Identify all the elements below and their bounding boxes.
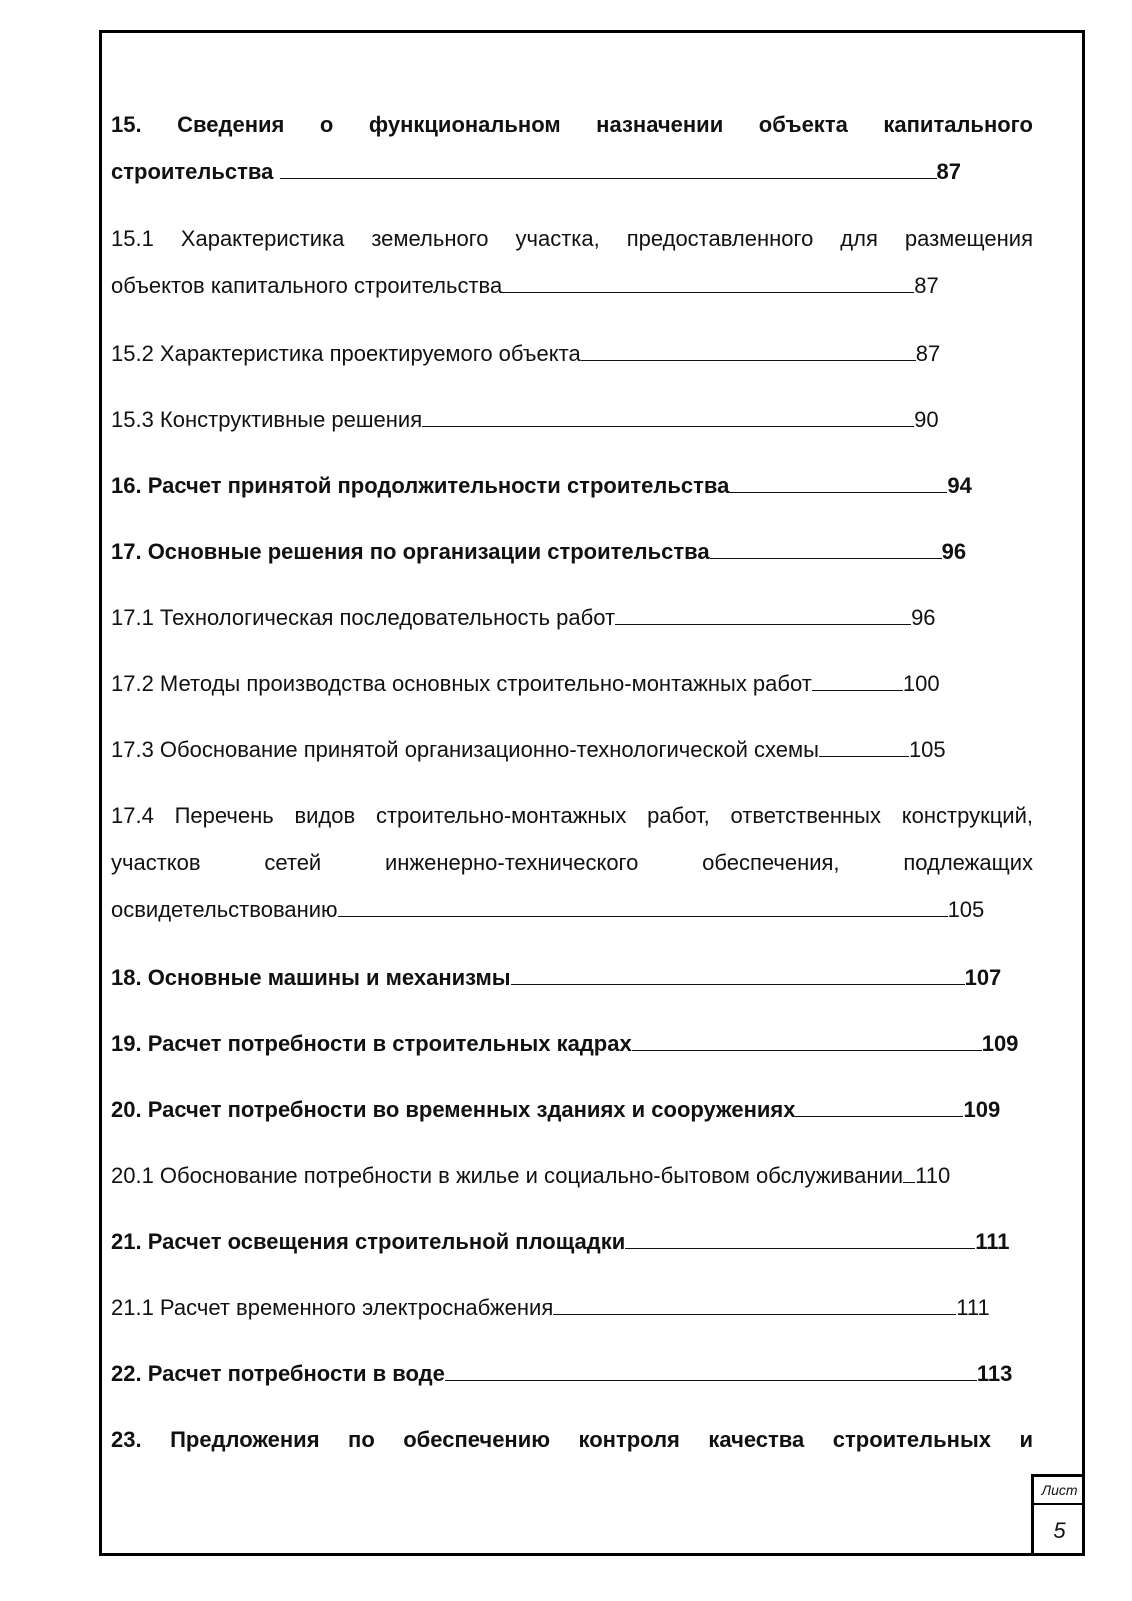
toc-entry-16[interactable]: [111, 462, 1033, 509]
page-number: 105: [947, 897, 985, 922]
leader-line: [280, 177, 937, 179]
page-number: 87: [936, 159, 962, 184]
toc-entry-19[interactable]: [111, 1020, 1033, 1067]
leader-line: [795, 1115, 963, 1117]
toc-entry-title: 15.2 Характеристика проектируемого объекта: [111, 341, 581, 366]
toc-entry-title: объектов капитального строительства: [111, 273, 503, 298]
page-number: 111: [975, 1229, 1010, 1254]
toc-entry-15-3[interactable]: [111, 396, 1033, 443]
toc-entry-18[interactable]: [111, 954, 1033, 1001]
leader-line: [511, 983, 965, 985]
toc-entry-17-4[interactable]: [111, 792, 1033, 933]
toc-entry-15-2[interactable]: [111, 330, 1033, 377]
page-number: 90: [914, 407, 939, 432]
toc-entry-17-1[interactable]: [111, 594, 1033, 641]
sheet-stamp: [1031, 1474, 1085, 1556]
toc-entry-title: 19. Расчет потребности в строительных кадрах: [111, 1031, 632, 1056]
page-number: 96: [911, 605, 936, 630]
page-number: 113: [976, 1361, 1013, 1386]
leader-line: [903, 1181, 915, 1183]
leader-line: [445, 1379, 977, 1381]
toc-entry-15[interactable]: [111, 101, 1033, 195]
sheet-label: Лист: [1034, 1477, 1085, 1505]
toc-entry-22[interactable]: [111, 1350, 1033, 1397]
toc-entry-title: строительства: [111, 159, 274, 184]
page-number: 87: [914, 273, 939, 298]
leader-line: [502, 291, 914, 293]
toc-entry-title: 22. Расчет потребности в воде: [111, 1361, 445, 1386]
toc-entry-title: 20. Расчет потребности во временных зданиях и сооружениях: [111, 1097, 796, 1122]
toc-entry-title: 20.1 Обоснование потребности в жилье и социально-бытовом обслуживании: [111, 1163, 904, 1188]
page-number: 87: [915, 341, 941, 366]
toc-entry-21-1[interactable]: [111, 1284, 1033, 1331]
page-frame: [99, 30, 1085, 1556]
toc-entry-title: 17.1 Технологическая последовательность работ: [111, 605, 616, 630]
toc-entry-title: 17.2 Методы производства основных строительно-монтажных работ: [111, 671, 812, 696]
toc-entry-title: 17.4 Перечень видов строительно-монтажных работ, ответственных конструкций,: [111, 803, 1033, 828]
page-number: 109: [963, 1097, 1001, 1122]
toc-entry-title: 15.3 Конструктивные решения: [111, 407, 423, 432]
toc-entry-title: освидетельствованию: [111, 897, 338, 922]
page-number: 100: [902, 671, 940, 696]
leader-line: [615, 623, 911, 625]
leader-line: [710, 557, 942, 559]
page-number: 94: [947, 473, 972, 498]
leader-line: [625, 1247, 975, 1249]
toc-entry-title: участков сетей инженерно-технического обеспечения, подлежащих: [111, 850, 1033, 875]
toc-entry-title: 16. Расчет принятой продолжительности строительства: [111, 473, 730, 498]
toc-entry-20-1[interactable]: [111, 1152, 1033, 1199]
toc-entry-17[interactable]: [111, 528, 1033, 575]
toc-entry-23[interactable]: [111, 1416, 1033, 1463]
leader-line: [812, 689, 903, 691]
leader-line: [729, 491, 947, 493]
toc-entry-title: 15. Сведения о функциональном назначении объекта капитального: [111, 112, 1033, 137]
leader-line: [581, 359, 916, 361]
toc-entry-17-2[interactable]: [111, 660, 1033, 707]
leader-line: [338, 915, 948, 917]
toc-entry-21[interactable]: [111, 1218, 1033, 1265]
toc-entry-title: 21. Расчет освещения строительной площадки: [111, 1229, 626, 1254]
page-number: 109: [981, 1031, 1019, 1056]
toc-entry-17-3[interactable]: [111, 726, 1033, 773]
page-number: 111: [956, 1295, 990, 1320]
leader-line: [422, 425, 914, 427]
toc-entry-title: 23. Предложения по обеспечению контроля качества строительных и: [111, 1427, 1033, 1452]
page-number: 107: [964, 965, 1002, 990]
page-number: 105: [908, 737, 946, 762]
toc-entry-15-1[interactable]: [111, 215, 1033, 309]
toc-entry-20[interactable]: [111, 1086, 1033, 1133]
toc-entry-title: 17. Основные решения по организации строительства: [111, 539, 710, 564]
page-number: 110: [915, 1163, 951, 1188]
toc-entry-title: 21.1 Расчет временного электроснабжения: [111, 1295, 554, 1320]
leader-line: [819, 755, 909, 757]
page-number: 96: [941, 539, 967, 564]
sheet-number: 5: [1053, 1518, 1066, 1543]
leader-line: [632, 1049, 982, 1051]
toc-entry-title: 15.1 Характеристика земельного участка, предоставленного для размещения: [111, 226, 1033, 251]
toc-entry-title: 17.3 Обоснование принятой организационно-технологической схемы: [111, 737, 819, 762]
toc-entry-title: 18. Основные машины и механизмы: [111, 965, 511, 990]
leader-line: [553, 1313, 956, 1315]
